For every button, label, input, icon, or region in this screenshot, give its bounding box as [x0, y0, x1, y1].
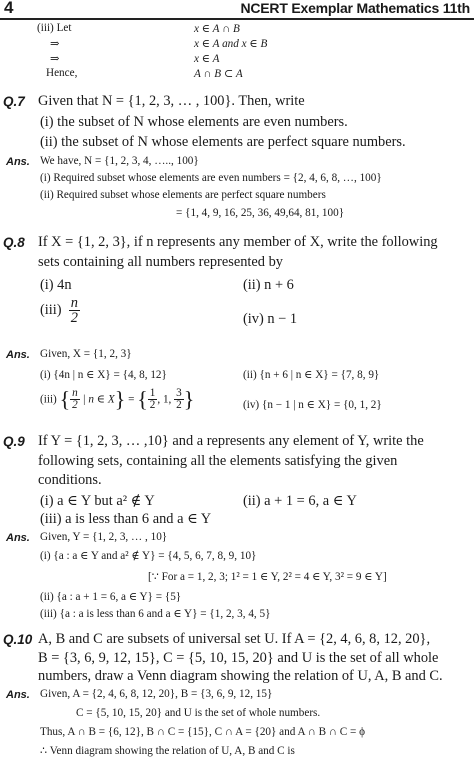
q8-answer-line-5: (iv) {n − 1 | n ∈ X} = {0, 1, 2} [243, 399, 382, 411]
intro-row-1-label: (iii) Let [37, 22, 72, 34]
intro-row-4-label: Hence, [46, 67, 78, 79]
q8-part-iii-denominator: 2 [70, 310, 78, 327]
intro-row-3-label: ⇒ [50, 53, 60, 65]
q7-answer-line-2: (i) Required subset whose elements are even numbers = {2, 4, 6, 8, …, 100} [40, 172, 382, 184]
q8-part-iii-fraction [69, 296, 80, 326]
q8-part-i: (i) 4n [40, 277, 72, 293]
q8-part-iii-numerator: n [70, 295, 78, 311]
q9-number: Q.9 [3, 434, 25, 449]
intro-row-2-math: x ∈ A and x ∈ B [194, 38, 268, 50]
page-number: 4 [4, 0, 14, 17]
q8-answer-iii-frac-n [70, 388, 80, 411]
q8-answer-iii-frac-n-num: n [72, 387, 78, 399]
q8-answer-line-1: Given, X = {1, 2, 3} [40, 348, 132, 360]
q8-answer-iii-frac-half-den: 2 [149, 399, 156, 412]
q8-answer-iii-label: (iii) [40, 393, 57, 406]
q9-part-i: (i) a ∈ Y but a² ∉ Y [40, 493, 155, 509]
left-brace-icon: { [59, 386, 71, 412]
q8-part-iii-label: (iii) [40, 302, 62, 319]
q9-answer-label: Ans. [6, 532, 30, 544]
q8-answer-iii-frac-three-halves-num: 3 [176, 387, 182, 399]
q7-question: Given that N = {1, 2, 3, … , 100}. Then, write [38, 93, 305, 109]
q8-answer-iii-frac-three-halves [174, 388, 184, 411]
q7-part-ii: (ii) the subset of N whose elements are perfect square numbers. [40, 134, 406, 150]
q8-part-iii [40, 296, 80, 326]
q10-answer-line-4: ∴ Venn diagram showing the relation of U, A, B and C is [40, 745, 295, 757]
q8-answer-line-2: (i) {4n | n ∈ X} = {4, 8, 12} [40, 369, 167, 381]
header-rule [0, 18, 474, 20]
q7-answer-line-3: (ii) Required subset whose elements are perfect square numbers [40, 189, 326, 201]
q10-number: Q.10 [3, 632, 33, 647]
q9-answer-line-4: (ii) {a : a + 1 = 6, a ∈ Y} = {5} [40, 591, 182, 603]
q8-part-iv: (iv) n − 1 [243, 311, 298, 327]
book-title: NCERT Exemplar Mathematics 11th [240, 0, 470, 16]
q9-part-iii: (iii) a is less than 6 and a ∈ Y [40, 511, 212, 527]
q8-answer-iii-equals: = [128, 393, 135, 406]
q8-answer-line-4 [40, 388, 194, 411]
q8-answer-iii-frac-half [148, 388, 158, 411]
q9-question-line-1: If Y = {1, 2, 3, … ,10} and a represents any element of Y, write the [38, 433, 424, 449]
q7-answer-line-1: We have, N = {1, 2, 3, 4, ….., 100} [40, 155, 199, 167]
q9-answer-line-1: Given, Y = {1, 2, 3, … , 10} [40, 531, 168, 543]
q9-answer-line-3: [∵ For a = 1, 2, 3; 1² = 1 ∈ Y, 2² = 4 ∈ Y, 3² = 9 ∈ Y] [148, 571, 387, 583]
q10-question-line-3: numbers, draw a Venn diagram showing the relation of U, A, B and C. [38, 668, 443, 684]
q8-answer-iii-frac-n-den: 2 [72, 399, 78, 412]
intro-row-2-label: ⇒ [50, 38, 60, 50]
q8-number: Q.8 [3, 235, 25, 250]
intro-row-1-math: x ∈ A ∩ B [194, 23, 240, 35]
q10-answer-line-2: C = {5, 10, 15, 20} and U is the set of whole numbers. [76, 707, 321, 719]
q10-question-line-1: A, B and C are subsets of universal set U. If A = {2, 4, 6, 8, 12, 20}, [38, 631, 431, 647]
right-brace-icon: } [114, 386, 126, 412]
q8-answer-iii-frac-half-num: 1 [149, 387, 156, 399]
q10-answer-label: Ans. [6, 689, 30, 701]
q7-number: Q.7 [3, 94, 25, 109]
q8-answer-iii-middle: , 1, [157, 393, 172, 406]
q8-answer-line-3: (ii) {n + 6 | n ∈ X} = {7, 8, 9} [243, 369, 380, 381]
q7-answer-label: Ans. [6, 156, 30, 168]
q10-question-line-2: B = {3, 6, 9, 12, 15}, C = {5, 10, 15, 20} and U is the set of all whole [38, 650, 439, 666]
q9-answer-line-2: (i) {a : a ∈ Y and a² ∉ Y} = {4, 5, 6, 7, 8, 9, 10} [40, 550, 257, 562]
q8-question-line-2: sets containing all numbers represented by [38, 254, 283, 270]
q8-part-ii: (ii) n + 6 [243, 277, 294, 293]
q7-part-i: (i) the subset of N whose elements are even numbers. [40, 114, 348, 130]
q9-part-ii: (ii) a + 1 = 6, a ∈ Y [243, 493, 357, 509]
q10-answer-line-1: Given, A = {2, 4, 6, 8, 12, 20}, B = {3, 6, 9, 12, 15} [40, 688, 273, 700]
page-header [0, 0, 474, 17]
q8-question-line-1: If X = {1, 2, 3}, if n represents any member of X, write the following [38, 234, 438, 250]
q10-answer-line-3: Thus, A ∩ B = {6, 12}, B ∩ C = {15}, C ∩ A = {20} and A ∩ B ∩ C = ϕ [40, 726, 366, 738]
q8-answer-iii-frac-three-halves-den: 2 [176, 399, 182, 412]
intro-row-4-math: A ∩ B ⊂ A [194, 68, 243, 80]
q9-answer-line-5: (iii) {a : a is less than 6 and a ∈ Y} = {1, 2, 3, 4, 5} [40, 608, 271, 620]
q9-question-line-3: conditions. [38, 472, 102, 488]
left-brace-icon: { [137, 386, 148, 412]
q8-answer-iii-condition: | n ∈ X [82, 393, 115, 406]
q8-answer-label: Ans. [6, 349, 30, 361]
q7-answer-line-4: = {1, 4, 9, 16, 25, 36, 49,64, 81, 100} [176, 207, 345, 219]
right-brace-icon: } [183, 386, 195, 412]
q9-question-line-2: following sets, containing all the elements satisfying the given [38, 453, 398, 469]
intro-row-3-math: x ∈ A [194, 53, 220, 65]
